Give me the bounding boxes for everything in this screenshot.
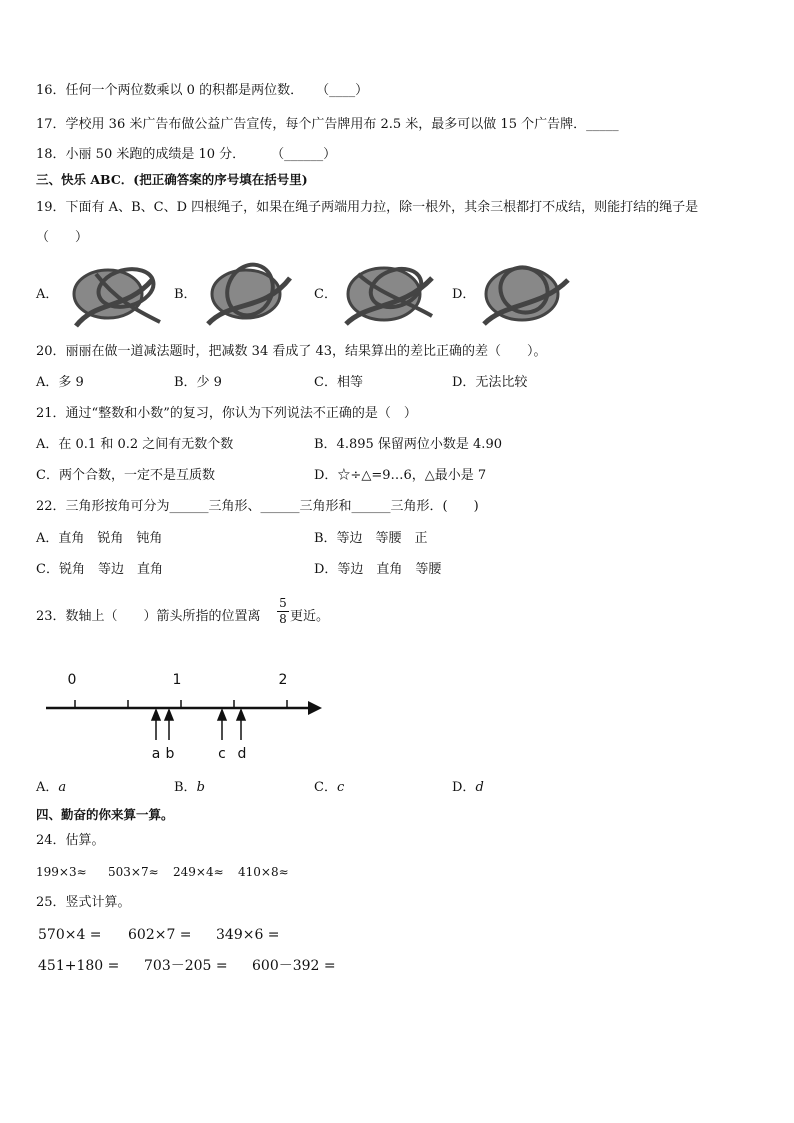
section-3-heading: 三、快乐 ABC．(把正确答案的序号填在括号里) (36, 172, 308, 187)
q21: 21．通过“整数和小数”的复习，你认为下列说法不正确的是（ ） (36, 406, 417, 421)
arrow-c-head (218, 710, 226, 720)
q19-option-c-label: C． (314, 287, 337, 302)
q23-option-d-value: d (475, 780, 484, 795)
q22-option-a: A．直角 锐角 钝角 (36, 531, 163, 546)
q21-option-c: C．两个合数，一定不是互质数 (36, 468, 215, 483)
section-4-heading: 四、勤奋的你来算一算。 (36, 807, 174, 822)
number-line-label-2: 2 (278, 672, 288, 688)
arrow-label-d: d (237, 746, 247, 762)
q20-option-d: D．无法比较 (452, 375, 528, 390)
q19-bracket: （ ） (36, 230, 89, 245)
q19-option-b-label: B． (174, 287, 197, 302)
q23-suffix: 更近。 (290, 609, 330, 624)
q22-option-c: C．锐角 等边 直角 (36, 562, 163, 577)
q23-option-a-value: a (58, 780, 67, 795)
q23-option-b-value: b (196, 780, 205, 795)
q20-option-b: B．少 9 (174, 375, 222, 390)
arrow-label-b: b (165, 746, 175, 762)
q16: 16．任何一个两位数乘以 0 的积都是两位数． （____） (36, 83, 369, 98)
number-line-label-1: 1 (172, 672, 182, 688)
q22-option-d: D．等边 直角 等腰 (314, 562, 442, 577)
arrow-d-head (237, 710, 245, 720)
q25-item-3: 349×6 = (216, 927, 280, 943)
q23-option-c-prefix: C． (314, 780, 337, 795)
arrow-label-c: c (218, 746, 226, 762)
q23-option-a (36, 779, 66, 797)
fraction-numerator: 5 (279, 596, 287, 610)
q18: 18．小丽 50 米跑的成绩是 10 分． （______） (36, 147, 337, 162)
q25-item-6: 600－392 = (252, 958, 336, 974)
knot-b-image (200, 260, 294, 330)
fraction-denominator: 8 (279, 612, 287, 626)
q21-option-a: A．在 0.1 和 0.2 之间有无数个数 (36, 437, 234, 452)
q23-option-b (174, 779, 205, 797)
q25-item-5: 703－205 = (144, 958, 228, 974)
q23-option-a-prefix: A． (36, 780, 59, 795)
q25: 25．竖式计算。 (36, 895, 131, 910)
q24: 24．估算。 (36, 833, 105, 848)
q19: 19．下面有 A、B、C、D 四根绳子，如果在绳子两端用力拉，除一根外，其余三根都打不成结，则能打结的绳子是 (36, 200, 699, 215)
number-line-figure (40, 664, 330, 764)
q24-item-4: 410×8≈ (238, 865, 289, 879)
number-line-label-0: 0 (67, 672, 77, 688)
q24-item-2: 503×7≈ (108, 865, 159, 879)
knot-d-image (476, 258, 572, 330)
q20-option-c: C．相等 (314, 375, 363, 390)
arrow-b-head (165, 710, 173, 720)
q20-option-a: A．多 9 (36, 375, 84, 390)
q19-option-d-label: D． (452, 287, 476, 302)
q25-item-1: 570×4 = (38, 927, 102, 943)
q23-option-c (314, 779, 344, 797)
q23-option-d (452, 779, 484, 797)
q22-option-b: B．等边 等腰 正 (314, 531, 428, 546)
arrow-label-a: a (151, 746, 161, 762)
knot-c-image (340, 258, 436, 330)
q23-option-d-prefix: D． (452, 780, 476, 795)
q20: 20．丽丽在做一道减法题时，把减数 34 看成了 43，结果算出的差比正确的差（ ）。 (36, 344, 547, 359)
knot-a-image (66, 260, 162, 330)
fraction-five-eighths (277, 597, 289, 626)
arrow-a-head (152, 710, 160, 720)
q24-item-1: 199×3≈ (36, 865, 87, 879)
number-line-arrowhead (308, 701, 322, 715)
q23-prefix: 23．数轴上（ ）箭头所指的位置离 (36, 609, 261, 624)
q21-option-d: D．☆÷△=9…6，△最小是 7 (314, 468, 487, 483)
q24-item-3: 249×4≈ (173, 865, 224, 879)
q23-option-c-value: c (336, 780, 345, 795)
q25-item-2: 602×7 = (128, 927, 192, 943)
q23-option-b-prefix: B． (174, 780, 197, 795)
q17: 17．学校用 36 米广告布做公益广告宣传，每个广告牌用布 2.5 米，最多可以做 15 个广告牌．_____ (36, 117, 619, 132)
q21-option-b: B．4.895 保留两位小数是 4.90 (314, 437, 502, 452)
q25-item-4: 451+180 = (38, 958, 120, 974)
q22: 22．三角形按角可分为______三角形、______三角形和______三角形．( ) (36, 499, 479, 514)
q19-option-a-label: A． (36, 287, 59, 302)
